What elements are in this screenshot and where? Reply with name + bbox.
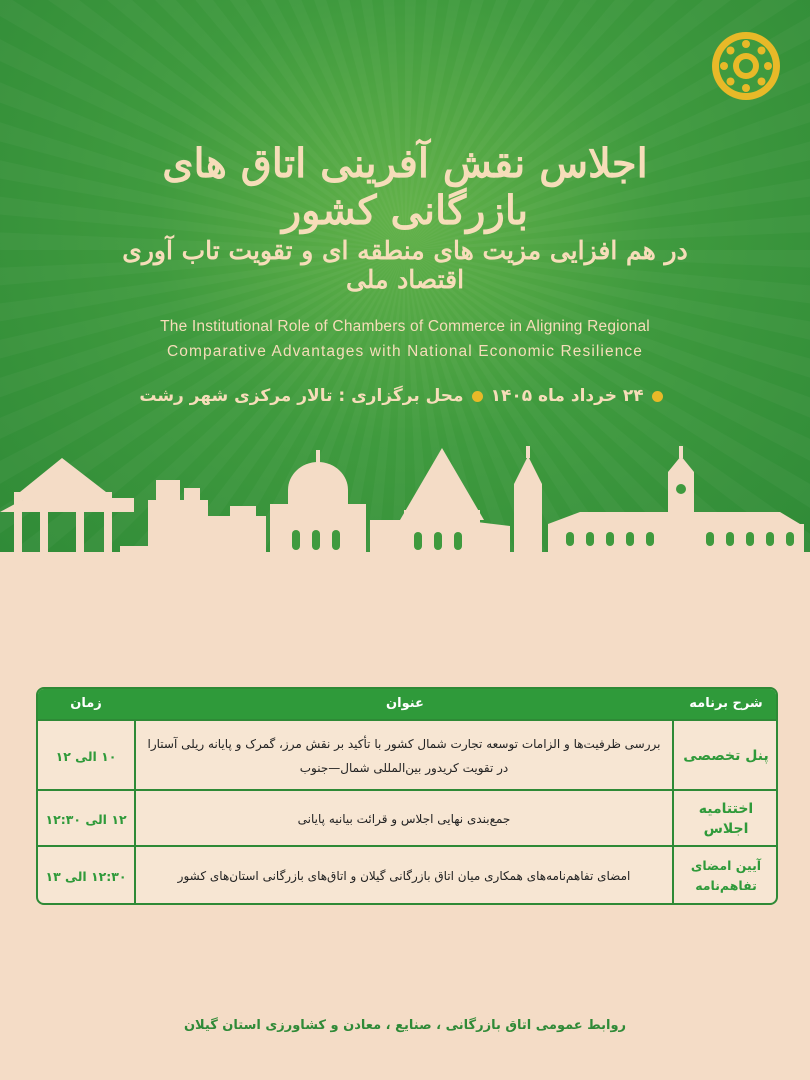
row-program: آیین امضای تفاهم‌نامه: [690, 858, 762, 893]
row-program: اختتامیه اجلاس: [698, 801, 754, 837]
table-header-row: [38, 689, 776, 719]
event-subtitle-persian: در هم افزایی مزیت های منطقه ای و تقویت تاب آوری اقتصاد ملی: [122, 236, 688, 294]
table-row: [38, 719, 776, 791]
table-row: [38, 789, 776, 847]
row-program: پنل تخصصی: [683, 748, 769, 764]
event-date: ۲۴ خرداد ماه ۱۴۰۵: [490, 386, 644, 406]
event-title-persian: اجلاس نقش آفرینی اتاق های بازرگانی کشور: [162, 140, 648, 234]
row-time: ۱۲:۳۰ الی ۱۳: [45, 868, 127, 884]
event-venue: محل برگزاری : تالار مرکزی شهر رشت: [139, 386, 464, 406]
footer-organizer: روابط عمومی اتاق بازرگانی ، صنایع ، معادن و کشاورزی استان گیلان: [183, 1018, 627, 1033]
table-row: [38, 845, 776, 905]
event-title-english-line2: Comparative Advantages with National Economic Resilience: [166, 343, 643, 360]
row-time: ۱۰ الی ۱۲: [55, 748, 117, 764]
row-time: ۱۲ الی ۱۲:۳۰: [45, 811, 127, 827]
bullet-dot-icon: [652, 391, 663, 402]
chamber-emblem-icon: [710, 30, 782, 102]
bullet-dot-icon: [472, 391, 483, 402]
city-skyline-silhouette: [0, 440, 810, 572]
program-schedule-table: [36, 687, 778, 905]
event-title-english-line1: The Institutional Role of Chambers of Commerce in Aligning Regional: [160, 318, 650, 335]
row-title: بررسی ظرفیت‌ها و الزامات توسعه تجارت شمال کشور با تأکید بر نقش مرز، گمرک و پایانه ریلی آستارا در تقویت کریدور بین‌المللی شمال—جنوب: [134, 721, 674, 791]
header-time: زمان: [70, 696, 102, 711]
date-venue-line: [120, 386, 690, 406]
header-program: شرح برنامه: [689, 696, 763, 711]
row-title: امضای تفاهم‌نامه‌های همکاری میان اتاق بازرگانی گیلان و اتاق‌های بازرگانی استان‌های کشور: [134, 847, 674, 905]
row-title: جمع‌بندی نهایی اجلاس و قرائت بیانیه پایانی: [134, 791, 674, 847]
header-title: عنوان: [386, 696, 424, 711]
